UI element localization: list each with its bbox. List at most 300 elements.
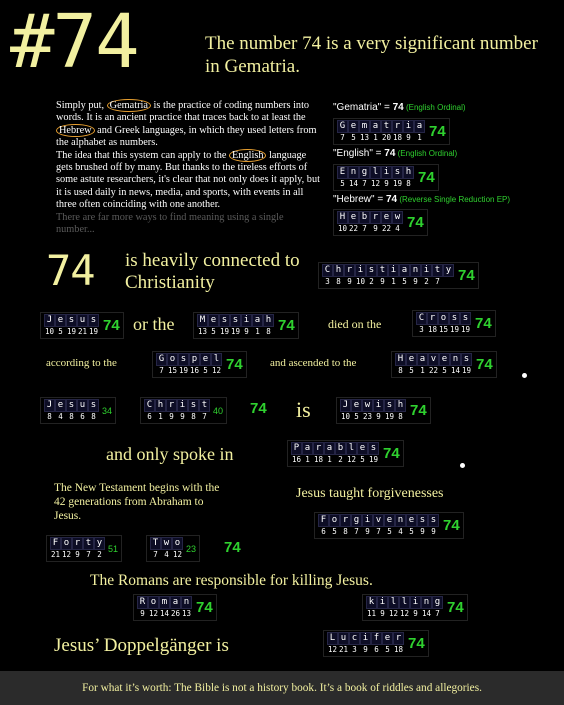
cipher-number: 22 bbox=[428, 366, 439, 375]
cipher-number: 4 bbox=[395, 224, 400, 233]
cipher-number: 5 bbox=[360, 455, 365, 464]
cipher-letter: e bbox=[439, 353, 450, 366]
cipher-number: 3 bbox=[325, 277, 330, 286]
cipher-cell bbox=[159, 596, 170, 619]
cipher-cell bbox=[333, 264, 344, 287]
cipher-cell bbox=[302, 442, 313, 465]
cipher-cell bbox=[366, 264, 377, 287]
cipher-number: 19 bbox=[178, 366, 189, 375]
cipher-letter: i bbox=[377, 596, 388, 609]
cipher-cell bbox=[170, 596, 181, 619]
cipher-letter: e bbox=[357, 442, 368, 455]
cipher-total: 74 bbox=[408, 635, 425, 652]
cipher-cell bbox=[381, 211, 392, 234]
cipher-letter: n bbox=[348, 166, 359, 179]
cipher-cell bbox=[44, 399, 55, 422]
cipher-letter: e bbox=[348, 211, 359, 224]
cipher-number: 5 bbox=[332, 527, 337, 536]
cipher-killing bbox=[362, 594, 468, 621]
cipher-letter: l bbox=[388, 596, 399, 609]
cipher-cell bbox=[197, 314, 208, 337]
cipher-cell bbox=[421, 596, 432, 619]
cipher-letter: i bbox=[410, 596, 421, 609]
cipher-number: 7 bbox=[159, 366, 164, 375]
cipher-letter: s bbox=[188, 399, 199, 412]
cipher-letter: w bbox=[392, 211, 403, 224]
cipher-letter: h bbox=[395, 399, 406, 412]
cipher-cell bbox=[188, 399, 199, 422]
cipher-letter: a bbox=[417, 353, 428, 366]
died-on-text: died on the bbox=[328, 317, 382, 331]
cipher-number: 1 bbox=[255, 327, 260, 336]
cipher-number: 19 bbox=[219, 327, 230, 336]
cipher-number: 9 bbox=[431, 527, 436, 536]
cipher-number: 21 bbox=[338, 645, 349, 654]
cipher-cell bbox=[370, 120, 381, 143]
cipher-cell bbox=[50, 537, 61, 560]
english-highlight: English bbox=[229, 149, 266, 162]
cipher-cell bbox=[362, 399, 373, 422]
cipher-number: 9 bbox=[413, 609, 418, 618]
cipher-cell bbox=[461, 353, 472, 376]
cipher-letter: m bbox=[359, 120, 370, 133]
cipher-cell bbox=[366, 596, 377, 619]
cipher-number: 1 bbox=[417, 133, 422, 142]
cipher-number: 6 bbox=[80, 412, 85, 421]
cipher-number: 9 bbox=[376, 412, 381, 421]
cipher-number: 19 bbox=[461, 366, 472, 375]
cipher-letter: e bbox=[384, 514, 395, 527]
cipher-number: 6 bbox=[321, 527, 326, 536]
cipher-letter: r bbox=[344, 264, 355, 277]
cipher-number: 5 bbox=[442, 366, 447, 375]
cipher-number: 7 bbox=[362, 179, 367, 188]
cipher-cell bbox=[155, 399, 166, 422]
cipher-cell bbox=[351, 514, 362, 537]
cipher-number: 1 bbox=[391, 277, 396, 286]
cipher-cell bbox=[395, 353, 406, 376]
cipher-number: 10 bbox=[340, 412, 351, 421]
cipher-cell bbox=[166, 399, 177, 422]
cipher-number: 14 bbox=[421, 609, 432, 618]
cipher-cell bbox=[399, 596, 410, 619]
cipher-letter: r bbox=[72, 537, 83, 550]
cipher-number: 1 bbox=[305, 455, 310, 464]
cipher-cell bbox=[208, 314, 219, 337]
cipher-cell bbox=[340, 514, 351, 537]
cipher-cell bbox=[417, 353, 428, 376]
cipher-letter: l bbox=[211, 353, 222, 366]
cipher-cell bbox=[443, 264, 454, 287]
cipher-number: 19 bbox=[368, 455, 379, 464]
cipher-cell bbox=[156, 353, 167, 376]
cipher-letter: e bbox=[406, 514, 417, 527]
doppelganger-text: Jesus’ Doppelgänger is bbox=[54, 635, 229, 656]
cipher-letter: i bbox=[355, 264, 366, 277]
cipher-messiah bbox=[193, 312, 299, 339]
cipher-letter: e bbox=[382, 632, 393, 645]
cipher-number: 12 bbox=[211, 366, 222, 375]
cipher-letter: J bbox=[44, 314, 55, 327]
cipher-letter: m bbox=[159, 596, 170, 609]
cipher-cell bbox=[359, 211, 370, 234]
cipher-two bbox=[146, 535, 200, 562]
cipher-letter: w bbox=[362, 399, 373, 412]
cipher-total: 74 bbox=[418, 169, 435, 186]
cipher-lucifer bbox=[323, 630, 429, 657]
cipher-letter: r bbox=[340, 514, 351, 527]
cipher-cell bbox=[384, 514, 395, 537]
cipher-number: 2 bbox=[338, 455, 343, 464]
connected-text: is heavily connected to Christianity bbox=[125, 250, 300, 293]
cipher-number: 5 bbox=[387, 527, 392, 536]
intro-paragraph: Simply put, Gematria is the practice of coding numbers into words. It is an ancient practice that traces back to at least the Hebrew and Greek languages, in which they used letters from the alphabet as numbers. The idea that this system can apply to the English language gets brushed off by many. But thanks to the tireless efforts of some astute researchers, it's clear that not only does it apply, but it is used daily in news, media, and sports, with events in all three often coinciding with one another. There are far more ways to find meaning using a single number... bbox=[56, 100, 324, 236]
cipher-cell bbox=[351, 399, 362, 422]
cipher-cell bbox=[348, 166, 359, 189]
cipher-letter: f bbox=[371, 632, 382, 645]
cipher-cell bbox=[406, 353, 417, 376]
cipher-cell bbox=[410, 264, 421, 287]
cipher-cell bbox=[392, 166, 403, 189]
cipher-letter: y bbox=[94, 537, 105, 550]
cipher-number: 8 bbox=[47, 412, 52, 421]
cipher-cell bbox=[66, 399, 77, 422]
cipher-letter: R bbox=[137, 596, 148, 609]
cipher-letter: C bbox=[144, 399, 155, 412]
cipher-total: 51 bbox=[108, 543, 119, 554]
cipher-number: 9 bbox=[363, 645, 368, 654]
cipher-letter: e bbox=[351, 399, 362, 412]
cipher-cell bbox=[357, 442, 368, 465]
cipher-cell bbox=[362, 514, 373, 537]
cipher-number: 19 bbox=[230, 327, 241, 336]
cipher-number: 12 bbox=[148, 609, 159, 618]
cipher-total: 74 bbox=[475, 315, 492, 332]
cipher-number: 9 bbox=[75, 550, 80, 559]
cipher-cell bbox=[377, 264, 388, 287]
cipher-christ bbox=[140, 397, 227, 424]
cipher-letter: s bbox=[428, 514, 439, 527]
cipher-letter: r bbox=[427, 312, 438, 325]
cipher-number: 7 bbox=[435, 277, 440, 286]
cipher-number: 7 bbox=[202, 412, 207, 421]
cipher-letter: i bbox=[403, 120, 414, 133]
cipher-letter: t bbox=[83, 537, 94, 550]
cipher-number: 7 bbox=[354, 527, 359, 536]
cipher-cell bbox=[395, 514, 406, 537]
cipher-number: 16 bbox=[291, 455, 302, 464]
cipher-number: 15 bbox=[167, 366, 178, 375]
cipher-letter: w bbox=[161, 537, 172, 550]
cipher-letter: h bbox=[403, 166, 414, 179]
cipher-number: 8 bbox=[191, 412, 196, 421]
cipher-number: 9 bbox=[347, 277, 352, 286]
cipher-letter: i bbox=[381, 166, 392, 179]
cipher-roman bbox=[133, 594, 217, 621]
cipher-letter: C bbox=[322, 264, 333, 277]
cipher-letter: s bbox=[66, 314, 77, 327]
cipher-number: 9 bbox=[169, 412, 174, 421]
or-the-text: or the bbox=[133, 314, 175, 334]
cipher-number: 19 bbox=[384, 412, 395, 421]
cipher-number: 12 bbox=[370, 179, 381, 188]
cipher-number: 14 bbox=[159, 609, 170, 618]
cipher-cell bbox=[421, 264, 432, 287]
cipher-letter: s bbox=[219, 314, 230, 327]
hero-text: The number 74 is a very significant number in Gematria. bbox=[205, 33, 538, 77]
cipher-number: 2 bbox=[369, 277, 374, 286]
cipher-cell bbox=[384, 399, 395, 422]
cipher-cell bbox=[428, 514, 439, 537]
cipher-cell bbox=[406, 514, 417, 537]
cipher-letter: p bbox=[189, 353, 200, 366]
cipher-number: 13 bbox=[181, 609, 192, 618]
cipher-letter: k bbox=[366, 596, 377, 609]
cipher-gematria bbox=[333, 118, 450, 145]
cipher-number: 12 bbox=[399, 609, 410, 618]
cipher-letter: b bbox=[359, 211, 370, 224]
period-dot bbox=[522, 373, 527, 378]
cipher-letter: u bbox=[77, 399, 88, 412]
cipher-cell bbox=[252, 314, 263, 337]
cipher-letter: s bbox=[384, 399, 395, 412]
cipher-letter: h bbox=[155, 399, 166, 412]
cipher-letter: o bbox=[329, 514, 340, 527]
cipher-cell bbox=[337, 211, 348, 234]
cipher-cell bbox=[377, 596, 388, 619]
cipher-number: 8 bbox=[336, 277, 341, 286]
cipher-letter: i bbox=[177, 399, 188, 412]
cipher-letter: s bbox=[178, 353, 189, 366]
example-gematria: "Gematria" = 74 (English Ordinal) bbox=[333, 102, 466, 113]
cipher-jesus-2 bbox=[40, 397, 116, 424]
cipher-cell bbox=[327, 632, 338, 655]
cipher-number: 4 bbox=[58, 412, 63, 421]
cipher-cell bbox=[199, 399, 210, 422]
cipher-total: 34 bbox=[102, 405, 113, 416]
cipher-number: 8 bbox=[69, 412, 74, 421]
cipher-number: 9 bbox=[420, 527, 425, 536]
taught-text: Jesus taught forgivenesses bbox=[296, 486, 444, 501]
cipher-letter: l bbox=[370, 166, 381, 179]
cipher-number: 8 bbox=[91, 412, 96, 421]
cipher-cell bbox=[211, 353, 222, 376]
cipher-letter: s bbox=[230, 314, 241, 327]
cipher-number: 5 bbox=[402, 277, 407, 286]
cipher-number: 23 bbox=[362, 412, 373, 421]
cipher-cell bbox=[410, 596, 421, 619]
cipher-letter: i bbox=[241, 314, 252, 327]
cipher-cell bbox=[381, 166, 392, 189]
cipher-cell bbox=[150, 537, 161, 560]
cipher-letter: a bbox=[399, 264, 410, 277]
cipher-cell bbox=[144, 399, 155, 422]
cipher-letter: r bbox=[393, 632, 404, 645]
cipher-cell bbox=[399, 264, 410, 287]
cipher-number: 15 bbox=[438, 325, 449, 334]
cipher-number: 12 bbox=[172, 550, 183, 559]
cipher-number: 8 bbox=[343, 527, 348, 536]
cipher-letter: E bbox=[337, 166, 348, 179]
cipher-cell bbox=[439, 353, 450, 376]
cipher-number: 21 bbox=[50, 550, 61, 559]
example-english: "English" = 74 (English Ordinal) bbox=[333, 148, 458, 159]
cipher-number: 5 bbox=[385, 645, 390, 654]
cipher-cell bbox=[403, 120, 414, 143]
cipher-number: 9 bbox=[380, 277, 385, 286]
cipher-number: 5 bbox=[409, 527, 414, 536]
cipher-letter: t bbox=[377, 264, 388, 277]
cipher-number: 14 bbox=[450, 366, 461, 375]
cipher-cell bbox=[137, 596, 148, 619]
cipher-letter: F bbox=[318, 514, 329, 527]
cipher-cell bbox=[414, 120, 425, 143]
cipher-number: 7 bbox=[153, 550, 158, 559]
cipher-number: 19 bbox=[460, 325, 471, 334]
cipher-number: 10 bbox=[337, 224, 348, 233]
cipher-number: 18 bbox=[392, 133, 403, 142]
cipher-cell bbox=[335, 442, 346, 465]
cipher-number: 22 bbox=[348, 224, 359, 233]
cipher-letter: s bbox=[460, 312, 471, 325]
cipher-total: 74 bbox=[410, 402, 427, 419]
cipher-letter: a bbox=[414, 120, 425, 133]
cipher-number: 5 bbox=[409, 366, 414, 375]
cipher-cell bbox=[291, 442, 302, 465]
cipher-cell bbox=[88, 399, 99, 422]
cipher-cell bbox=[337, 120, 348, 143]
cipher-letter: i bbox=[362, 514, 373, 527]
cipher-cell bbox=[66, 314, 77, 337]
cipher-letter: v bbox=[428, 353, 439, 366]
cipher-total: 23 bbox=[186, 543, 197, 554]
cipher-number: 9 bbox=[373, 224, 378, 233]
cipher-letter: s bbox=[88, 399, 99, 412]
cipher-cell bbox=[417, 514, 428, 537]
cipher-number: 12 bbox=[388, 609, 399, 618]
cipher-letter: a bbox=[302, 442, 313, 455]
cipher-letter: i bbox=[388, 264, 399, 277]
cipher-cell bbox=[55, 314, 66, 337]
gematria-highlight: Gematria bbox=[107, 99, 151, 112]
cipher-cell bbox=[349, 632, 360, 655]
cipher-hebrew bbox=[333, 209, 428, 236]
cipher-cell bbox=[344, 264, 355, 287]
cipher-number: 6 bbox=[147, 412, 152, 421]
cipher-letter: v bbox=[373, 514, 384, 527]
cipher-letter: e bbox=[200, 353, 211, 366]
cipher-cell bbox=[403, 166, 414, 189]
cipher-letter: P bbox=[291, 442, 302, 455]
cipher-cell bbox=[382, 632, 393, 655]
cipher-cell bbox=[348, 211, 359, 234]
cipher-gospel bbox=[152, 351, 247, 378]
cipher-number: 19 bbox=[449, 325, 460, 334]
cipher-number: 9 bbox=[413, 277, 418, 286]
cipher-letter: t bbox=[199, 399, 210, 412]
cipher-letter: o bbox=[438, 312, 449, 325]
cipher-cell bbox=[55, 399, 66, 422]
cipher-number: 9 bbox=[244, 327, 249, 336]
cipher-cell bbox=[200, 353, 211, 376]
cipher-letter: s bbox=[461, 353, 472, 366]
cipher-number: 5 bbox=[351, 133, 356, 142]
cipher-letter: n bbox=[421, 596, 432, 609]
cipher-letter: e bbox=[381, 211, 392, 224]
cipher-cell bbox=[373, 399, 384, 422]
cipher-cell bbox=[167, 353, 178, 376]
cipher-letter: G bbox=[337, 120, 348, 133]
cipher-cross bbox=[412, 310, 496, 337]
cipher-number: 22 bbox=[381, 224, 392, 233]
cipher-cell bbox=[449, 312, 460, 335]
cipher-cell bbox=[346, 442, 357, 465]
cipher-letter: t bbox=[381, 120, 392, 133]
cipher-letter: e bbox=[348, 120, 359, 133]
cipher-number: 9 bbox=[384, 179, 389, 188]
example-hebrew: "Hebrew" = 74 (Reverse Single Reduction EP) bbox=[333, 194, 511, 205]
cipher-cell bbox=[178, 353, 189, 376]
cipher-cell bbox=[393, 632, 404, 655]
cipher-letter: r bbox=[370, 211, 381, 224]
cipher-number: 5 bbox=[58, 327, 63, 336]
cipher-number: 1 bbox=[420, 366, 425, 375]
cipher-letter: s bbox=[66, 399, 77, 412]
cipher-cell bbox=[373, 514, 384, 537]
cipher-letter: s bbox=[88, 314, 99, 327]
faded-text: There are far more ways to find meaning using a single number... bbox=[56, 211, 284, 236]
cipher-number: 9 bbox=[180, 412, 185, 421]
cipher-total: 74 bbox=[443, 517, 460, 534]
cipher-number: 13 bbox=[359, 133, 370, 142]
period-dot-2 bbox=[460, 463, 465, 468]
cipher-number: 7 bbox=[376, 527, 381, 536]
cipher-number: 9 bbox=[380, 609, 385, 618]
cipher-letter: i bbox=[373, 399, 384, 412]
cipher-number: 19 bbox=[66, 327, 77, 336]
cipher-letter: J bbox=[340, 399, 351, 412]
cipher-letter: e bbox=[55, 314, 66, 327]
cipher-cell bbox=[348, 120, 359, 143]
cipher-letter: o bbox=[167, 353, 178, 366]
cipher-cell bbox=[219, 314, 230, 337]
cipher-number: 13 bbox=[197, 327, 208, 336]
cipher-total: 74 bbox=[429, 123, 446, 140]
cipher-cell bbox=[337, 166, 348, 189]
cipher-cell bbox=[181, 596, 192, 619]
cipher-cell bbox=[438, 312, 449, 335]
spoke-text: and only spoke in bbox=[106, 444, 234, 464]
cipher-number: 7 bbox=[86, 550, 91, 559]
cipher-cell bbox=[83, 537, 94, 560]
cipher-number: 16 bbox=[189, 366, 200, 375]
cipher-cell bbox=[161, 537, 172, 560]
cipher-letter: H bbox=[337, 211, 348, 224]
jesus-christ-total: 74 bbox=[250, 400, 267, 417]
cipher-letter: s bbox=[449, 312, 460, 325]
forty-two-total: 74 bbox=[224, 539, 241, 556]
cipher-number: 9 bbox=[365, 527, 370, 536]
cipher-cell bbox=[432, 596, 443, 619]
cipher-cell bbox=[388, 264, 399, 287]
cipher-letter: c bbox=[349, 632, 360, 645]
cipher-cell bbox=[355, 264, 366, 287]
hebrew-highlight: Hebrew bbox=[56, 124, 95, 137]
cipher-letter: e bbox=[55, 399, 66, 412]
cipher-number: 8 bbox=[398, 412, 403, 421]
cipher-letter: n bbox=[395, 514, 406, 527]
cipher-number: 18 bbox=[427, 325, 438, 334]
